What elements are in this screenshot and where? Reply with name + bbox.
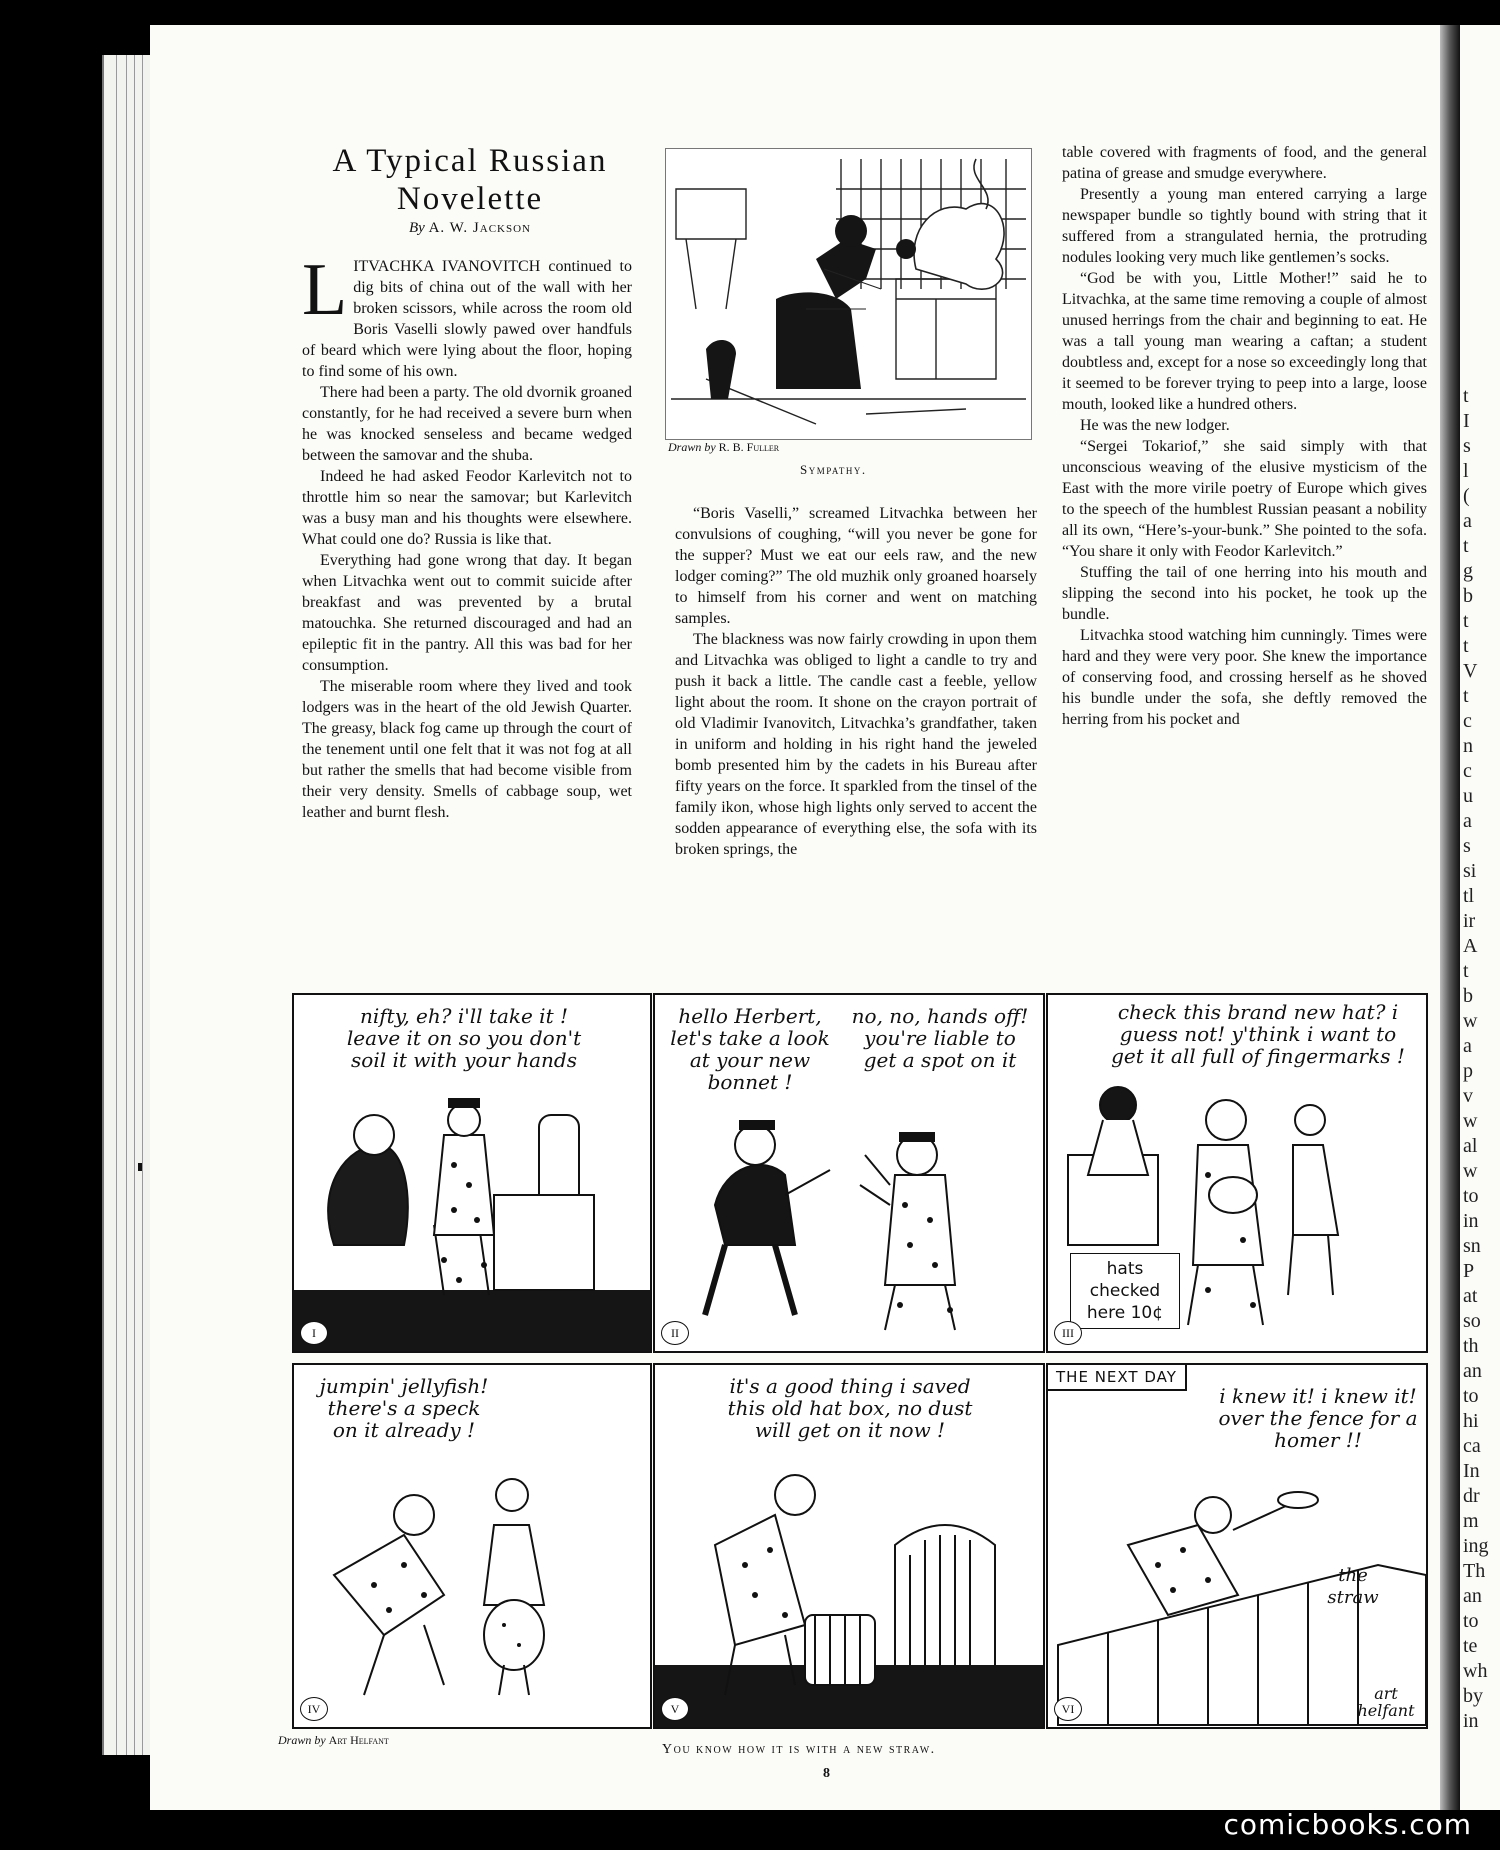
facing-page-fragment: Th (1463, 1560, 1486, 1582)
article-title (295, 142, 645, 218)
panel-drawing (294, 1365, 650, 1727)
facing-page-fragment: in (1463, 1210, 1479, 1232)
facing-page-fragment: t (1463, 685, 1469, 707)
facing-page-fragment: wh (1463, 1660, 1488, 1682)
facing-page-fragment: si (1463, 860, 1477, 882)
facing-page-fragment: c (1463, 760, 1472, 782)
facing-page-fragment: a (1463, 810, 1472, 832)
speech-balloon: check this brand new hat? i guess not! y'think i want to get it all full of fingermarks ! (1111, 1000, 1405, 1068)
illustration-credit: Drawn by R. B. Fuller (668, 440, 780, 454)
facing-page-fragment: t (1463, 610, 1469, 632)
comic-panel-1 (292, 993, 652, 1353)
facing-page-fragment: tl (1463, 885, 1475, 907)
panel-drawing (655, 1365, 1043, 1727)
text-column-1 (302, 249, 632, 823)
facing-page-fragment: t (1463, 535, 1469, 557)
facing-page-fragment: to (1463, 1185, 1479, 1207)
margin-mark (138, 1163, 142, 1171)
facing-page-fragment: b (1463, 585, 1473, 607)
speech-balloon-herbert-friend: hello Herbert, let's take a look at your new bonnet ! (670, 1004, 830, 1094)
facing-page-fragment: at (1463, 1285, 1478, 1307)
paragraph: Presently a young man entered carrying a large newspaper bundle so tightly bound with string that it suffered from a strangulated hernia, the protruding nodules looking very much like gentlemen’s socks. (1062, 186, 1427, 266)
facing-page-fragment: dr (1463, 1485, 1480, 1507)
title-line-1: A Typical Russian (332, 143, 608, 179)
byline (295, 220, 645, 237)
facing-page-fragment: an (1463, 1585, 1482, 1607)
comic-panel-5 (653, 1363, 1045, 1729)
paragraph: Indeed he had asked Feodor Karlevitch not to throttle him so near the samovar; but Karlevitch was a busy man and his thoughts were elsewhere. What could one do? Russia is like that. (302, 468, 632, 548)
paragraph: “Sergei Tokariof,” she said simply with that unconscious weaving of the elusive mysticism of the East with the more virile poetry of Europe which gives to the speech of the humblest Russian peasant a nobility all its own, “Here’s-your-bunk.” She pointed to the sofa. “You share it only with Feodor Karlevitch.” (1062, 438, 1427, 560)
speech-balloon: nifty, eh? i'll take it ! leave it on so you don't soil it with your hands (346, 1004, 582, 1072)
facing-page-fragment: to (1463, 1385, 1479, 1407)
paragraph: “Boris Vaselli,” screamed Litvachka between her convulsions of coughing, “will you never be gone for the supper? Must we eat our eels raw, and the new lodger coming?” The old muzhik only groaned hoarsely to himself from his corner and went on matching samples. (675, 505, 1037, 627)
speech-balloon: jumpin' jellyfish! there's a speck on it already ! (319, 1374, 489, 1442)
panel-drawing (1048, 1365, 1426, 1727)
page-number: 8 (823, 1766, 830, 1781)
text-column-3 (1062, 142, 1427, 730)
facing-page-fragment: a (1463, 1035, 1472, 1057)
facing-page-fragment: to (1463, 1610, 1479, 1632)
facing-page-fragment: u (1463, 785, 1473, 807)
facing-page-fragment: p (1463, 1060, 1473, 1082)
comic-caption: You know how it is with a new straw. (662, 1742, 936, 1757)
paragraph: LITVACHKA IVANOVITCH continued to dig bits of china out of the wall with her broken scissors, while across the room old Boris Vaselli slowly pawed over handfuls of beard which were lying about the floor, hoping to find some of his own. (302, 249, 632, 380)
title-line-2: Novelette (396, 181, 544, 217)
facing-page-fragment: th (1463, 1335, 1479, 1357)
facing-page-fragment: n (1463, 735, 1473, 757)
facing-page-fragment: al (1463, 1135, 1478, 1157)
watermark: comicbooks.com (1223, 1808, 1472, 1841)
facing-page-fragment: b (1463, 985, 1473, 1007)
comic-credit: Drawn by Art Helfant (278, 1733, 389, 1747)
byline-prefix: By (409, 220, 425, 236)
facing-page-fragment: t (1463, 385, 1469, 407)
facing-page-fragment: sn (1463, 1235, 1481, 1257)
hat-check-sign: hats checked here 10¢ (1070, 1253, 1180, 1329)
speech-balloon: i knew it! i knew it! over the fence for a homer !! (1218, 1384, 1418, 1452)
panel-number: VI (1054, 1697, 1082, 1721)
panel-number: I (300, 1321, 328, 1345)
panel-number: V (661, 1697, 689, 1721)
facing-page-fragment: s (1463, 435, 1471, 457)
paragraph: There had been a party. The old dvornik groaned constantly, for he had received a severe burn when he was knocked senseless and became wedged between the samovar and the shuba. (302, 384, 632, 464)
panel-number: IV (300, 1697, 328, 1721)
facing-page-fragment: te (1463, 1635, 1478, 1657)
facing-page-fragment: by (1463, 1685, 1483, 1707)
panel-drawing (294, 995, 650, 1351)
comic-panel-3 (1046, 993, 1428, 1353)
speech-balloon-herbert: no, no, hands off! you're liable to get a spot on it (851, 1004, 1029, 1072)
paragraph: “God be with you, Little Mother!” said he to Litvachka, at the same time removing a couple of almost unused herrings from the chair and beginning to eat. He was a tall young man wearing a caftan; a student doubtless and, except for a nose so exceedingly long that it seemed to be forever trying to peep into a large, loose mouth, looked like a hundred others. (1062, 270, 1427, 413)
facing-page-fragment: t (1463, 635, 1469, 657)
byline-author: A. W. Jackson (428, 220, 531, 236)
facing-page-fragment: a (1463, 510, 1472, 532)
paragraph: The miserable room where they lived and took lodgers was in the heart of the old Jewish Quarter. The greasy, black fog came up through the court of the tenement until one felt that it was not fog at all but rather the smells that had become visible from their very density. Smells of cabbage soup, wet leather and burnt flesh. (302, 678, 632, 821)
facing-page-fragment: w (1463, 1010, 1478, 1032)
panel-caption-box: THE NEXT DAY (1048, 1365, 1187, 1391)
panel-number: II (661, 1321, 689, 1345)
book-gutter (1440, 25, 1460, 1810)
facing-page-fragment: ( (1463, 485, 1470, 507)
facing-page-fragment: in (1463, 1710, 1479, 1732)
facing-page-edge (1460, 25, 1500, 1810)
paragraph: The blackness was now fairly crowding in upon them and Litvachka was obliged to light a candle to try and push it back a little. The candle cast a feeble, yellow light about the room. It shone on the crayon portrait of old Vladimir Ivanovitch, Litvachka’s grandfather, taken in uniform and holding in his right hand the jeweled bomb presented him by the cadets in his Bureau after fifty years on the force. It sparkled from the tinsel of the family ikon, whose high lights only served to accent the sodden appearance of everything else, the sofa with its broken springs, the (675, 631, 1037, 858)
facing-page-fragment: V (1463, 660, 1478, 682)
comic-panel-6 (1046, 1363, 1428, 1729)
facing-page-fragment: In (1463, 1460, 1480, 1482)
facing-page-fragment: ing (1463, 1535, 1489, 1557)
illustration-caption: Sympathy. (800, 462, 867, 477)
facing-page-fragment: so (1463, 1310, 1481, 1332)
facing-page-fragment: an (1463, 1360, 1482, 1382)
paragraph: table covered with fragments of food, and the general patina of grease and smudge everywhere. (1062, 144, 1427, 182)
facing-page-fragment: w (1463, 1110, 1478, 1132)
facing-page-fragment: c (1463, 710, 1472, 732)
drop-cap: L (302, 249, 348, 331)
facing-page-fragment: t (1463, 960, 1469, 982)
facing-page-fragment: l (1463, 460, 1469, 482)
artist-signature: art helfant (1357, 1684, 1415, 1720)
facing-page-fragment: g (1463, 560, 1473, 582)
paragraph: Litvachka stood watching him cunningly. Times were hard and they were very poor. She knew the importance of conserving food, and crossing herself as he shoved his bundle under the sofa, she deftly removed the herring from his pocket and (1062, 627, 1427, 728)
facing-page-fragment: A (1463, 935, 1478, 957)
facing-page-fragment: s (1463, 835, 1471, 857)
facing-page-fragment: ir (1463, 910, 1476, 932)
paragraph: He was the new lodger. (1080, 417, 1230, 434)
paragraph: Stuffing the tail of one herring into his mouth and slipping the second into his pocket, he took up the bundle. (1062, 564, 1427, 623)
illustration-sympathy (665, 148, 1032, 440)
text-column-2 (675, 503, 1037, 860)
facing-page-fragment: P (1463, 1260, 1475, 1282)
facing-page-fragment: ca (1463, 1435, 1481, 1457)
panel-number: III (1054, 1321, 1082, 1345)
facing-page-fragment: I (1463, 410, 1470, 432)
facing-page-fragment: m (1463, 1510, 1479, 1532)
annotation-the-straw: the straw (1327, 1565, 1379, 1608)
comic-panel-4 (292, 1363, 652, 1729)
speech-balloon: it's a good thing i saved this old hat box, no dust will get on it now ! (727, 1374, 973, 1442)
panel-drawing (655, 995, 1043, 1351)
facing-page-fragment: v (1463, 1085, 1473, 1107)
paragraph: Everything had gone wrong that day. It began when Litvachka went out to commit suicide after breakfast and was prevented by a brutal matouchka. She returned discouraged and had an epileptic fit in the pantry. All this was bad for her consumption. (302, 552, 632, 674)
facing-page-fragment: hi (1463, 1410, 1479, 1432)
kitchen-scene-drawing (666, 149, 1031, 439)
facing-page-fragment: w (1463, 1160, 1478, 1182)
comic-panel-2 (653, 993, 1045, 1353)
